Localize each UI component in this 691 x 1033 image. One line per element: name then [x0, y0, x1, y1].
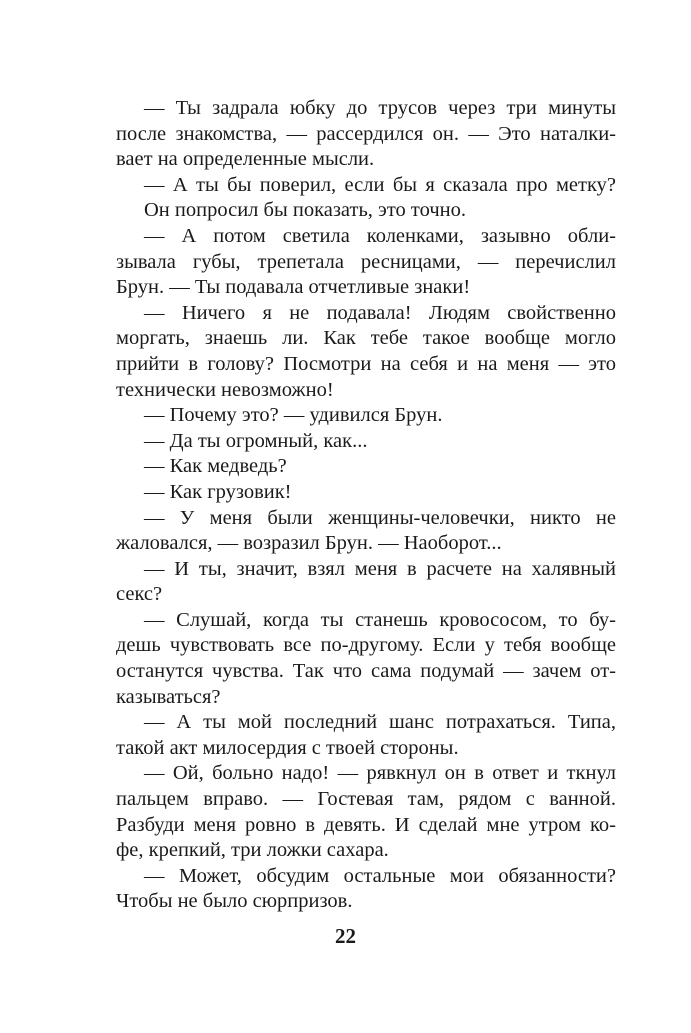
- text-line: дешь чувствовать все по-другому. Если у тебя вообще: [116, 634, 616, 657]
- text-line: моргать, знаешь ли. Как тебе такое вообще могло: [116, 327, 616, 350]
- text-line: пальцем вправо. — Гостевая там, рядом с ванной.: [116, 788, 616, 811]
- text-line: — Как грузовик!: [144, 480, 292, 503]
- text-line: Брун. — Ты подавала отчетливые знаки!: [116, 276, 471, 299]
- text-line: Разбуди меня ровно в девять. И сделай мне утром ко-: [116, 813, 616, 836]
- text-line: — И ты, значит, взял меня в расчете на халявный: [144, 557, 616, 580]
- text-line: — Да ты огромный, как...: [144, 429, 368, 452]
- text-line: технически невозможно!: [116, 378, 334, 401]
- text-line: останутся чувства. Так что сама подумай — зачем от-: [116, 660, 616, 683]
- text-line: — Ты задрала юбку до трусов через три минуты: [144, 97, 616, 119]
- text-line: после знакомства, — рассердился он. — Это наталки-: [116, 122, 616, 145]
- text-line: такой акт милосердия с твоей стороны.: [116, 736, 459, 759]
- text-line: жаловался, — возразил Брун. — Наоборот...: [116, 532, 502, 555]
- text-line: вает на определенные мысли.: [116, 148, 375, 171]
- text-line: Чтобы не было сюрпризов.: [116, 890, 353, 913]
- text-line: — У меня были женщины-человечки, никто не: [144, 506, 616, 529]
- text-line: — А потом светила коленками, зазывно обли-: [144, 224, 616, 247]
- text-line: — Ой, больно надо! — рявкнул он в ответ и ткнул: [144, 762, 616, 785]
- text-line: — Слушай, когда ты станешь кровососом, то бу-: [144, 608, 616, 631]
- text-line: — Почему это? — удивился Брун.: [144, 404, 443, 427]
- page-number: 22: [335, 924, 356, 948]
- text-line: — А ты бы поверил, если бы я сказала про метку?: [144, 173, 616, 196]
- text-line: — А ты мой последний шанс потрахаться. Типа,: [144, 711, 616, 734]
- text-line: зывала губы, трепетала ресницами, — перечислил: [116, 250, 616, 273]
- text-line: фе, крепкий, три ложки сахара.: [116, 839, 389, 862]
- text-line: — Может, обсудим остальные мои обязанности?: [144, 864, 616, 887]
- text-line: прийти в голову? Посмотри на себя и на меня — это: [116, 352, 616, 375]
- text-line: Он попросил бы показать, это точно.: [144, 199, 466, 222]
- text-line: секс?: [116, 583, 163, 606]
- body-text: [116, 96, 616, 915]
- text-line: — Как медведь?: [144, 455, 287, 478]
- text-line: — Ничего я не подавала! Людям свойственно: [144, 301, 616, 324]
- text-line: казываться?: [116, 685, 221, 708]
